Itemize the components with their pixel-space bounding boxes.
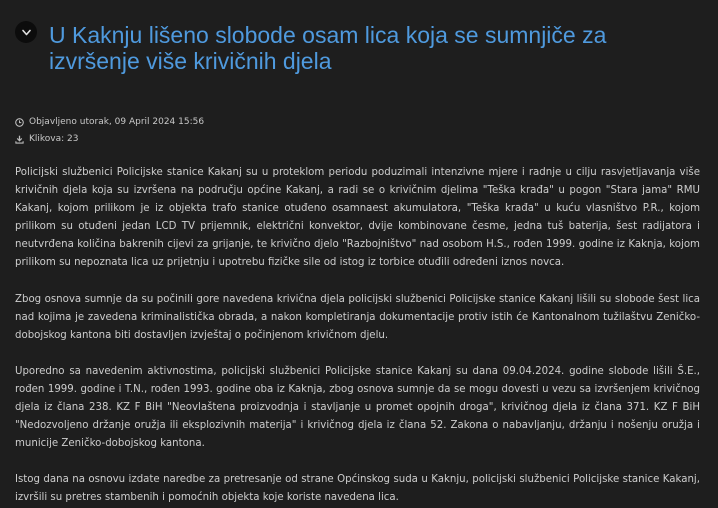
hits-text: Klikova: 23 — [29, 134, 79, 144]
article-meta — [15, 114, 700, 148]
hits-count — [15, 131, 700, 148]
paragraph: Uporedno sa navedenim aktivnostima, policijski službenici Policijske stanice Kakanj su dana 09.04.2024. godine slobode lišili Š.E., rođen 1999. godine i T.N., rođen 1993. godine oba iz Kaknja, zbog osnova sumnje da se mogu dovesti u vezu sa izvršenjem krivičnog djela iz člana 238. KZ F BiH "Neovlaštena proizvodnja i stavljanje u promet opojnih droga", krivičnog djela iz člana 371. KZ F BiH "Nedozvoljeno držanje oružja ili eksplozivnih materija" i krivičnog djela iz člana 52. Zakona o nabavljanju, držanju i nošenju oružja i municije Zeničko-dobojskog kantona. — [15, 365, 700, 450]
paragraph: Istog dana na osnovu izdate naredbe za pretresanje od strane Općinskog suda u Kaknju, policijski službenici Policijske stanice Kakanj, izvršili su pretres stambenih i pomoćnih objekta koje koriste navedena lica. — [15, 474, 700, 504]
paragraph: Policijski službenici Policijske stanice Kakanj su u proteklom periodu poduzimali intenzivne mjere i radnje u cilju rasvjetljavanja više krivičnih djela koja su izvršena na području općine Kakanj, a radi se o krivičnim djelima "Teška krađa" u pogon "Stara jama" RMU Kakanj, kojom prilikom je iz objekta trafo stanice otuđeno osamnaest akumulatora, "Teška krađa" u kuću vlasništvo P.R., kojom prilikom su otuđeni jedan LCD TV prijemnik, električni konvektor, dvije kombinovane česme, jedna tuš baterija, šest radijatora i neutvrđena količina bakrenih cijevi za grijanje, te krivično djelo "Razbojništvo" nad osobom H.S., rođen 1999. godine iz Kaknja, kojom prilikom su nepoznata lica uz prijetnju i upotrebu fizičke sile od istog iz torbice otuđili određeni iznos novca. — [15, 167, 700, 269]
article-header — [15, 14, 700, 74]
chevron-down-icon[interactable] — [15, 21, 37, 43]
download-icon — [15, 135, 26, 144]
published-text: Objavljeno utorak, 09 April 2024 15:56 — [29, 117, 205, 127]
article-title: U Kaknju lišeno slobode osam lica koja se sumnjiče za izvršenje više krivičnih djela — [49, 22, 607, 74]
clock-icon — [15, 118, 26, 127]
article-body — [15, 164, 700, 508]
published-date — [15, 114, 700, 131]
paragraph: Zbog osnova sumnje da su počinili gore navedena krivična djela policijski službenici Policijske stanice Kakanj lišili su slobode šest lica nad kojima je zavedena kriminalistička obrada, a nakon kompletiranja dokumentacije protiv istih će Kantonalnom tužilaštvu Zeničko-dobojskog kantona biti dostavljen izvještaj o počinjenom krivičnom djelu. — [15, 293, 700, 341]
